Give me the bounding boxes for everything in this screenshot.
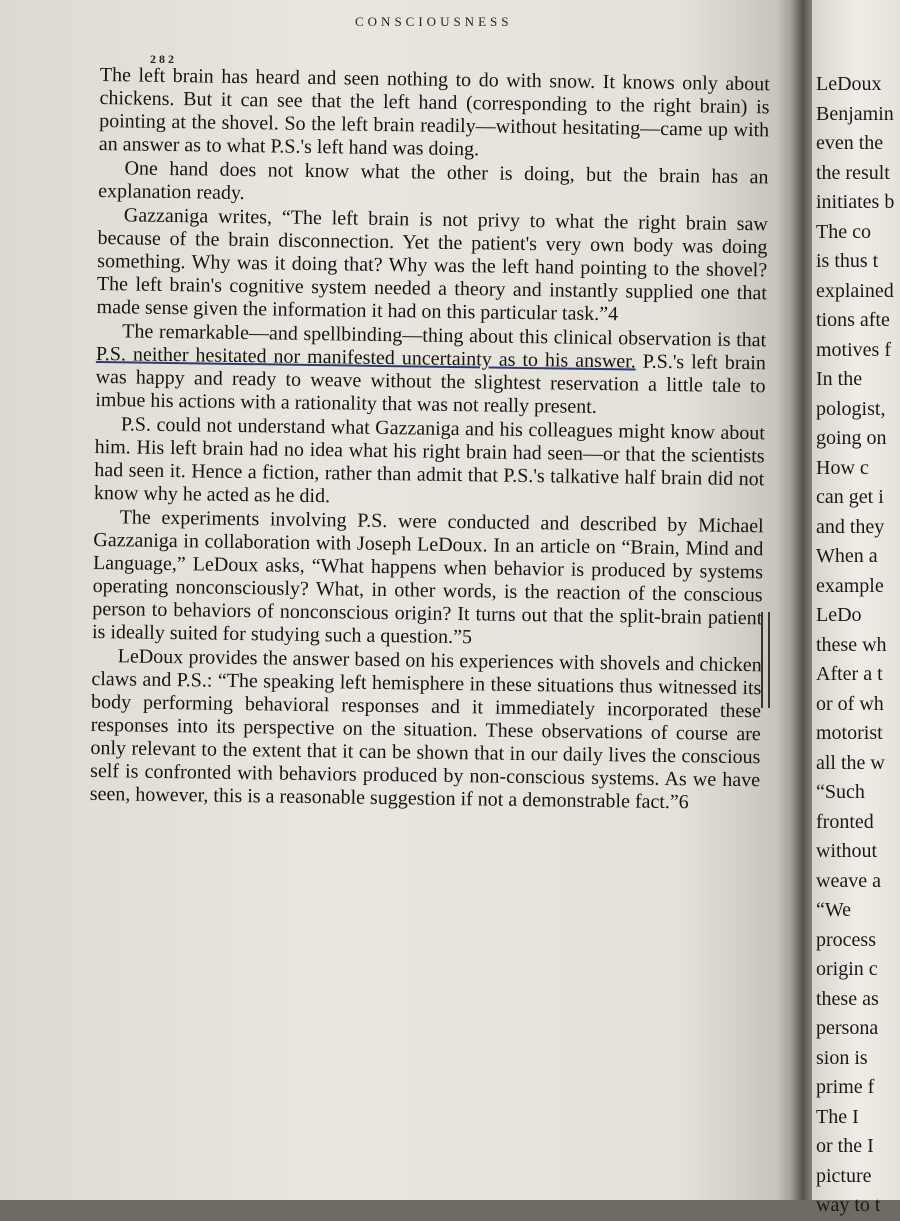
paragraph: P.S. could not understand what Gazzaniga and his colleagues might know about him. His left brain had no idea what his right brain had seen—or that the scientists had seen it. Hence a fiction, rather than admit that P.S.'s talkative half brain did not know why he acted as he did. [93, 413, 766, 508]
right-page-line: even the [816, 132, 884, 154]
paragraph-text: P.S.'s left brain was happy and ready to weave without the slightest reservation a little tale to imbue his actions with a rationality that was not really present. [95, 350, 767, 418]
right-page-line: explained [816, 279, 894, 302]
page-number: 282 [150, 52, 177, 66]
right-page-line: LeDo [816, 604, 862, 626]
right-page-line: After a t [816, 663, 883, 685]
right-page-line: picture [816, 1164, 872, 1187]
right-page-line: and they [816, 515, 885, 538]
right-page-line: way to t [816, 1194, 881, 1216]
right-page-line: is thus t [816, 250, 879, 272]
underlined-passage: P.S. neither hesitated nor manifested uncertainty as to his answer. [95, 342, 636, 373]
right-page-line: or of wh [816, 692, 884, 715]
right-page-line: or the I [816, 1135, 874, 1157]
right-page-line: tions afte [816, 309, 890, 331]
right-page-line: initiates b [816, 191, 895, 213]
right-page-line: fronted [816, 810, 874, 833]
right-page-line: persona [816, 1017, 879, 1039]
right-page-line: these wh [816, 633, 887, 656]
paragraph: The experiments involving P.S. were conducted and described by Michael Gazzaniga in collaboration with Joseph LeDoux. In an article on “Brain, Mind and Language,” LeDoux asks, “What happens when behavior is produced by systems operating nonconsciously? What, in other words, is the reaction of the conscious person to behaviors of nonconscious origin? It turns out that the split-brain patient is ideally suited for studying such a question.”5 [91, 506, 764, 649]
right-page-line: “Such [816, 781, 865, 803]
right-page-line: motorist [816, 722, 883, 744]
left-page-body [84, 64, 770, 1203]
right-page-line: In the [816, 368, 863, 390]
right-page-line: prime f [816, 1076, 875, 1098]
paragraph: LeDoux provides the answer based on his experiences with shovels and chicken claws and P.S.: “The speaking left hemisphere in these situations thus witnessed its body performing behavioral responses and it immediately incorporated these responses into its perspective on the situation. These observations of course are only relevant to the extent that it can be shown that in our daily lives the conscious self is confronted with behaviors produced by non-conscious systems. As we have seen, however, this is a reasonable suggestion if not a demonstrable fact.”6 [89, 645, 762, 814]
right-page-line: these as [816, 987, 879, 1010]
right-page-line: LeDoux [816, 73, 882, 95]
right-page-line: origin c [816, 958, 878, 980]
right-page-line: motives f [816, 338, 891, 361]
right-page-line: “We [816, 899, 852, 921]
margin-bracket-mark [761, 612, 770, 708]
right-page-line: weave a [816, 869, 881, 892]
right-page-line: all the w [816, 751, 885, 774]
right-page-line: pologist, [816, 397, 886, 420]
right-page-line: The I [816, 1105, 859, 1128]
right-page-line: going on [816, 427, 887, 449]
right-page-line: The co [816, 220, 871, 243]
running-head: CONSCIOUSNESS [355, 14, 513, 29]
right-page-line: without [816, 840, 878, 862]
right-page-line: the result [816, 161, 890, 184]
right-page-line: Benjamin [816, 102, 894, 125]
right-page-text [816, 70, 900, 1216]
right-page-line: can get i [816, 486, 884, 508]
right-page-line: example [816, 574, 884, 597]
right-page-line: When a [816, 545, 878, 567]
right-page-line: How c [816, 456, 869, 479]
paragraph: One hand does not know what the other is doing, but the brain has an explanation ready. [98, 157, 769, 205]
paragraph: Gazzaniga writes, “The left brain is not privy to what the right brain saw because of the brain disconnection. Yet the patient's very own body was doing something. Why was it doing that? Why was the left hand pointing to the shovel? The left brain's cognitive system needed a theory and instantly supplied one that made sense given the information it had on this particular task.”4 [96, 204, 768, 326]
right-page-line: process [816, 928, 876, 951]
paragraph [95, 320, 766, 421]
paragraph: The left brain has heard and seen nothing to do with snow. It knows only about chickens. But it can see that the left hand (corresponding to the right brain) is pointing at the shovel. So the left brain readily—without hesitating—came up with an answer as to what P.S.'s left hand was doing. [98, 64, 770, 161]
right-page-line: sion is [816, 1046, 868, 1069]
paragraph-text: The remarkable—and spellbinding—thing about this clinical observation is that [122, 320, 767, 352]
